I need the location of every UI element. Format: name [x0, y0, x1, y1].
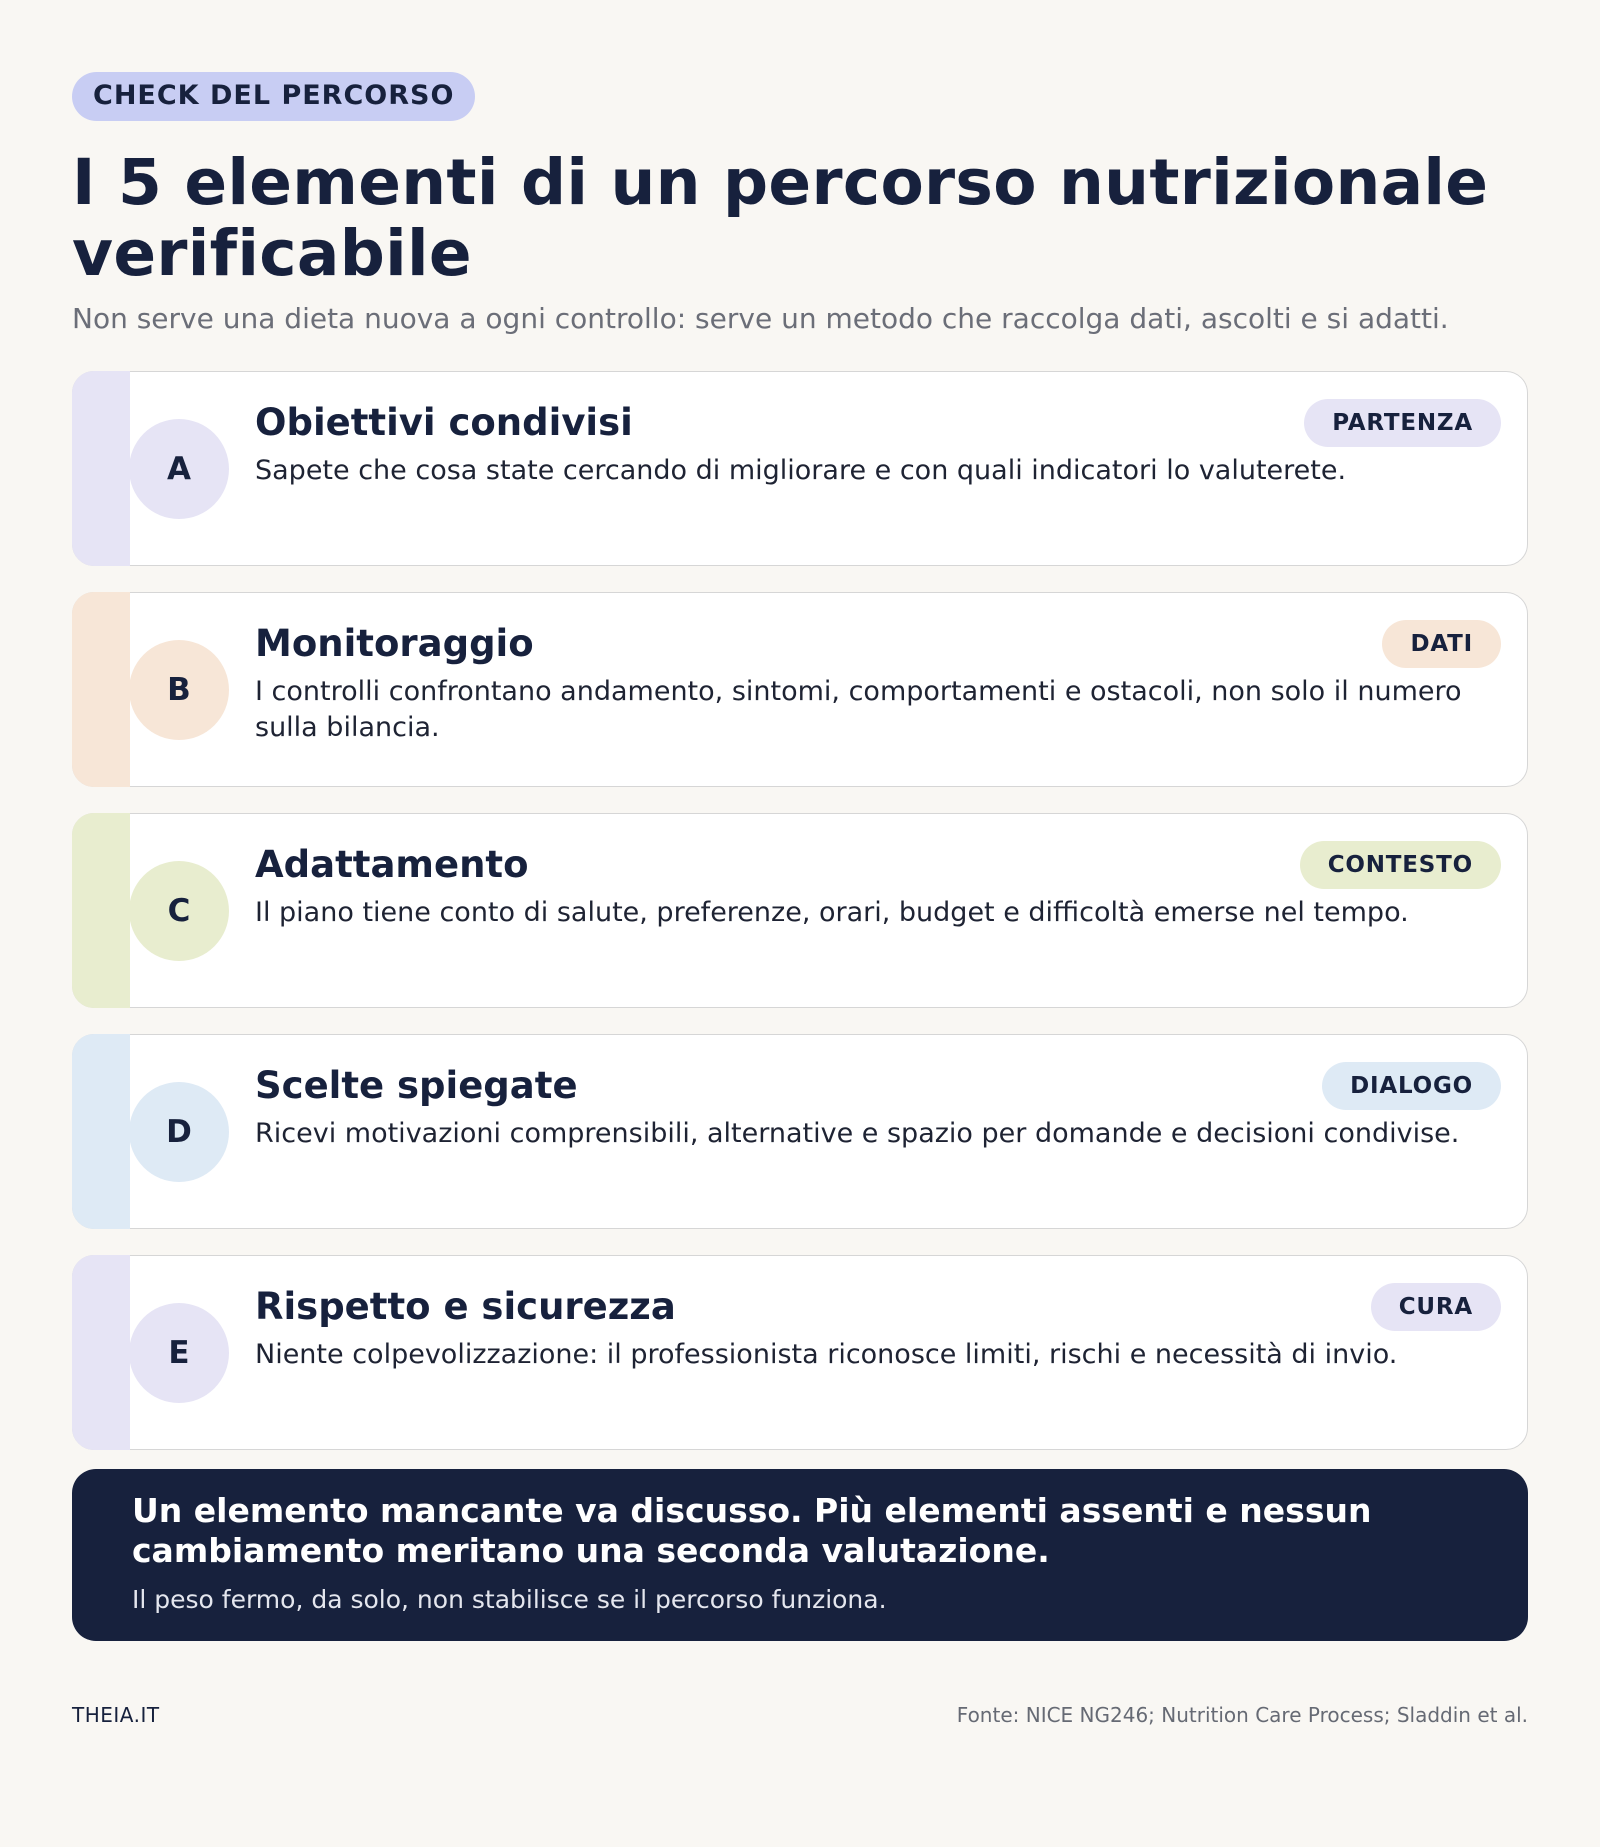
eyebrow-badge: CHECK DEL PERCORSO	[72, 72, 475, 121]
card-letter-badge: E	[129, 1303, 229, 1403]
card-description: Ricevi motivazioni comprensibili, alternative e spazio per domande e decisioni condivise.	[255, 1118, 1460, 1149]
card-title: Rispetto e sicurezza	[255, 1285, 676, 1328]
infographic	[72, 72, 1528, 1641]
callout-note: Il peso fermo, da solo, non stabilisce se il percorso funziona.	[132, 1585, 887, 1614]
page-title: I 5 elementi di un percorso nutrizionale verificabile	[72, 146, 1489, 290]
checklist-card-d	[72, 1034, 1528, 1229]
card-description: Niente colpevolizzazione: il professionista riconosce limiti, rischi e necessità di invio.	[255, 1339, 1398, 1370]
card-letter-badge: B	[129, 640, 229, 740]
card-accent-strip	[72, 813, 130, 1008]
card-tag: CONTESTO	[1300, 841, 1501, 889]
page-subtitle: Non serve una dieta nuova a ogni controllo: serve un metodo che raccolga dati, ascolti e si adatti.	[72, 302, 1449, 335]
card-title: Scelte spiegate	[255, 1064, 578, 1107]
card-accent-strip	[72, 371, 130, 566]
conclusion-callout	[72, 1469, 1528, 1641]
checklist-card-c	[72, 813, 1528, 1008]
checklist-card-e	[72, 1255, 1528, 1450]
callout-title: Un elemento mancante va discusso. Più elementi assenti e nessun cambiamento meritano una seconda valutazione.	[132, 1491, 1372, 1570]
card-letter-badge: A	[129, 419, 229, 519]
card-accent-strip	[72, 1255, 130, 1450]
checklist	[72, 371, 1528, 1450]
source-credit: Fonte: NICE NG246; Nutrition Care Process; Sladdin et al.	[956, 1703, 1528, 1727]
card-description: Sapete che cosa state cercando di migliorare e con quali indicatori lo valuterete.	[255, 455, 1347, 486]
card-description: I controlli confrontano andamento, sintomi, comportamenti e ostacoli, non solo il numero sulla bilancia.	[255, 676, 1462, 743]
card-description: Il piano tiene conto di salute, preferenze, orari, budget e difficoltà emerse nel tempo.	[255, 897, 1409, 928]
card-letter-badge: C	[129, 861, 229, 961]
card-letter-badge: D	[129, 1082, 229, 1182]
card-tag: CURA	[1371, 1283, 1501, 1331]
card-tag: DIALOGO	[1322, 1062, 1501, 1110]
checklist-card-b	[72, 592, 1528, 787]
card-accent-strip	[72, 1034, 130, 1229]
card-tag: DATI	[1382, 620, 1501, 668]
card-accent-strip	[72, 592, 130, 787]
card-title: Adattamento	[255, 843, 529, 886]
brand-name: THEIA.IT	[72, 1703, 160, 1727]
card-tag: PARTENZA	[1304, 399, 1501, 447]
card-title: Monitoraggio	[255, 622, 534, 665]
checklist-card-a	[72, 371, 1528, 566]
card-title: Obiettivi condivisi	[255, 401, 633, 444]
